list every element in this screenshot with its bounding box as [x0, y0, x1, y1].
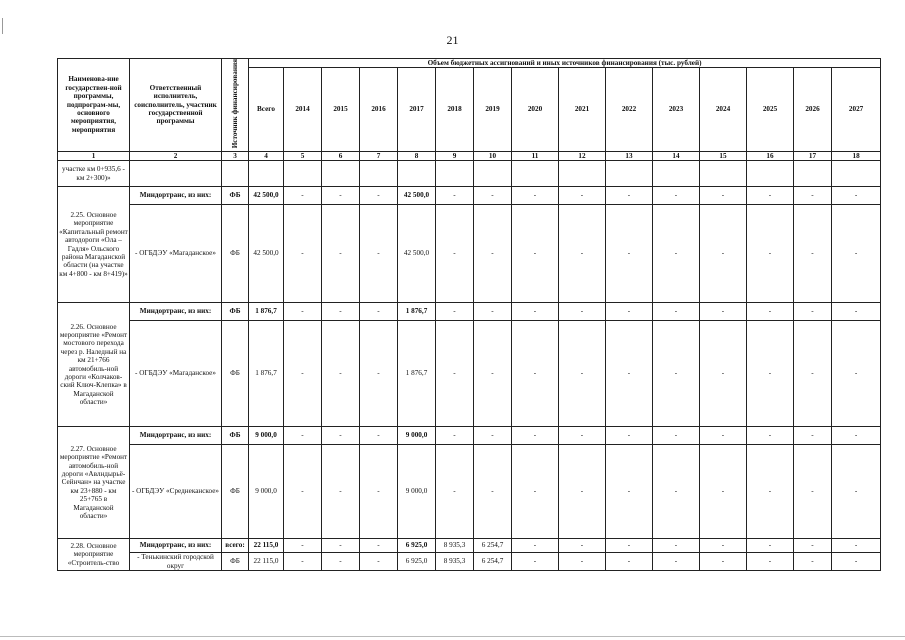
measure-row	[58, 427, 881, 445]
year-value-cell: 1 876,7	[398, 303, 436, 321]
year-value-cell: -	[747, 187, 794, 205]
header-source	[222, 59, 249, 152]
year-value-cell: -	[832, 427, 881, 445]
year-value-cell: -	[436, 321, 474, 427]
scan-artifact	[2, 18, 3, 34]
year-value-cell: -	[606, 187, 653, 205]
year-value-cell: -	[559, 205, 606, 303]
responsible-cell: - ОГБДЭУ «Магаданское»	[130, 321, 222, 427]
measure-name: 2.26. Основное мероприятие «Ремонт мостового перехода через р. Наледный на км 21+766 автомобиль-ной дороги «Колчаков-ский Ключ-Клепка» в Магаданской области»	[58, 303, 130, 427]
year-value-cell: -	[794, 445, 832, 539]
responsible-cell: - ОГБДЭУ «Магаданское»	[130, 205, 222, 303]
source-cell: ФБ	[222, 321, 249, 427]
column-index: 17	[794, 151, 832, 160]
year-value-cell: -	[700, 539, 747, 553]
year-value-cell: -	[322, 187, 360, 205]
column-index: 15	[700, 151, 747, 160]
year-value-cell: -	[559, 553, 606, 571]
year-value-cell: -	[700, 445, 747, 539]
measure-row	[58, 539, 881, 553]
year-value-cell: -	[794, 303, 832, 321]
year-value-cell: -	[606, 303, 653, 321]
measure-subrow	[58, 445, 881, 539]
header-year: 2018	[436, 68, 474, 151]
year-value-cell: -	[436, 205, 474, 303]
responsible-cell: - ОГБДЭУ «Среднеканское»	[130, 445, 222, 539]
year-value-cell: -	[832, 539, 881, 553]
column-index: 8	[398, 151, 436, 160]
header-year: 2020	[512, 68, 559, 151]
year-value-cell: 6 925,0	[398, 539, 436, 553]
year-value-cell: -	[832, 553, 881, 571]
year-value-cell: -	[794, 187, 832, 205]
responsible-cell: Миндортранс, из них:	[130, 187, 222, 205]
year-value-cell: -	[747, 445, 794, 539]
header-responsible: Ответственный исполнитель, соисполнитель, участник государственной программы	[130, 59, 222, 152]
column-index-row	[58, 151, 881, 160]
year-value-cell: -	[653, 321, 700, 427]
year-value-cell: -	[559, 427, 606, 445]
year-value-cell: -	[653, 427, 700, 445]
column-index: 4	[249, 151, 284, 160]
column-index: 16	[747, 151, 794, 160]
continuation-name: участке км 0+935,6 - км 2+300)»	[58, 161, 130, 187]
total-cell: 42 500,0	[249, 187, 284, 205]
year-value-cell: -	[322, 321, 360, 427]
measure-name: 2.25. Основное мероприятие «Капитальный ремонт автодороги «Ола – Гадля» Ольского района Магаданской области (на участке км 4+800 - км 8+419)»	[58, 187, 130, 303]
source-cell: ФБ	[222, 427, 249, 445]
year-value-cell: -	[832, 321, 881, 427]
total-cell: 22 115,0	[249, 539, 284, 553]
column-index: 10	[474, 151, 512, 160]
year-value-cell: 42 500,0	[398, 187, 436, 205]
header-year: 2022	[606, 68, 653, 151]
year-value-cell: -	[700, 205, 747, 303]
header-source-label: Источник финансирования	[230, 59, 239, 149]
total-cell: 1 876,7	[249, 303, 284, 321]
source-cell: ФБ	[222, 445, 249, 539]
header-year: 2027	[832, 68, 881, 151]
year-value-cell: -	[322, 445, 360, 539]
year-value-cell: -	[360, 205, 398, 303]
source-cell: всего:	[222, 539, 249, 553]
year-value-cell: -	[559, 445, 606, 539]
measure-name: 2.27. Основное мероприятие «Ремонт автомобиль-ной дороги «Авлндырьё-Сейнчан» на участке км 23+880 - км 25+765 в Магаданской области»	[58, 427, 130, 539]
year-value-cell: -	[747, 427, 794, 445]
year-value-cell: -	[606, 445, 653, 539]
header-year: 2023	[653, 68, 700, 151]
column-index: 9	[436, 151, 474, 160]
year-value-cell: -	[700, 321, 747, 427]
year-value-cell: -	[474, 321, 512, 427]
year-value-cell: -	[559, 187, 606, 205]
year-value-cell: -	[512, 427, 559, 445]
total-cell: 9 000,0	[249, 427, 284, 445]
column-index: 3	[222, 151, 249, 160]
header-name: Наименова-ние государствен-ной программы, подпрограм-мы, основного мероприятия, мероприятия	[58, 59, 130, 152]
year-value-cell: 8 935,3	[436, 539, 474, 553]
year-value-cell: -	[559, 321, 606, 427]
continuation-row	[58, 161, 881, 187]
year-value-cell: -	[322, 205, 360, 303]
year-value-cell: 42 500,0	[398, 205, 436, 303]
responsible-cell: Миндортранс, из них:	[130, 427, 222, 445]
year-value-cell: -	[284, 303, 322, 321]
column-index: 7	[360, 151, 398, 160]
year-value-cell: -	[360, 553, 398, 571]
year-value-cell: -	[436, 187, 474, 205]
year-value-cell: -	[606, 427, 653, 445]
year-value-cell: -	[747, 539, 794, 553]
source-cell: ФБ	[222, 205, 249, 303]
year-value-cell: -	[700, 427, 747, 445]
year-value-cell: -	[747, 321, 794, 427]
year-value-cell: -	[606, 553, 653, 571]
year-value-cell: -	[284, 187, 322, 205]
year-value-cell: -	[794, 427, 832, 445]
year-value-cell: -	[794, 539, 832, 553]
year-value-cell: 6 254,7	[474, 539, 512, 553]
year-value-cell: -	[512, 553, 559, 571]
column-index: 12	[559, 151, 606, 160]
year-value-cell: 9 000,0	[398, 445, 436, 539]
year-value-cell: 1 876,7	[398, 321, 436, 427]
year-value-cell: -	[512, 187, 559, 205]
header-year: 2025	[747, 68, 794, 151]
year-value-cell: -	[653, 445, 700, 539]
year-value-cell: -	[794, 553, 832, 571]
year-value-cell: -	[474, 303, 512, 321]
header-year: 2015	[322, 68, 360, 151]
year-value-cell: -	[653, 539, 700, 553]
page-number: 21	[446, 33, 459, 47]
year-value-cell: 6 925,0	[398, 553, 436, 571]
column-index: 11	[512, 151, 559, 160]
year-value-cell: -	[747, 205, 794, 303]
column-index: 5	[284, 151, 322, 160]
responsible-cell: Миндортранс, из них:	[130, 303, 222, 321]
year-value-cell: -	[700, 187, 747, 205]
year-value-cell: -	[436, 303, 474, 321]
measure-row	[58, 303, 881, 321]
year-value-cell: -	[284, 205, 322, 303]
year-value-cell: -	[284, 553, 322, 571]
year-value-cell: -	[606, 321, 653, 427]
measure-subrow	[58, 553, 881, 571]
year-value-cell: -	[360, 427, 398, 445]
column-index: 1	[58, 151, 130, 160]
year-value-cell: -	[512, 445, 559, 539]
year-value-cell: -	[436, 445, 474, 539]
source-cell: ФБ	[222, 553, 249, 571]
year-value-cell: -	[794, 205, 832, 303]
column-index: 14	[653, 151, 700, 160]
year-value-cell: -	[474, 427, 512, 445]
year-value-cell: -	[512, 539, 559, 553]
year-value-cell: -	[436, 427, 474, 445]
total-cell: 1 876,7	[249, 321, 284, 427]
year-value-cell: -	[322, 427, 360, 445]
year-value-cell: -	[360, 321, 398, 427]
year-value-cell: -	[794, 321, 832, 427]
year-value-cell: -	[832, 187, 881, 205]
year-value-cell: -	[512, 303, 559, 321]
measure-subrow	[58, 205, 881, 303]
column-index: 13	[606, 151, 653, 160]
year-value-cell: -	[832, 205, 881, 303]
year-value-cell: -	[700, 303, 747, 321]
total-cell: 22 115,0	[249, 553, 284, 571]
column-index: 18	[832, 151, 881, 160]
year-value-cell: -	[284, 445, 322, 539]
source-cell: ФБ	[222, 187, 249, 205]
measure-row	[58, 187, 881, 205]
year-value-cell: -	[747, 303, 794, 321]
year-value-cell: -	[832, 445, 881, 539]
year-value-cell: -	[653, 205, 700, 303]
responsible-cell: - Тенькинский городской округ	[130, 553, 222, 571]
year-value-cell: -	[474, 205, 512, 303]
responsible-cell: Миндортранс, из них:	[130, 539, 222, 553]
year-value-cell: -	[700, 553, 747, 571]
measure-subrow	[58, 321, 881, 427]
year-value-cell: -	[832, 303, 881, 321]
year-value-cell: -	[360, 187, 398, 205]
year-value-cell: 8 935,3	[436, 553, 474, 571]
header-year: 2019	[474, 68, 512, 151]
year-value-cell: 9 000,0	[398, 427, 436, 445]
page-bottom-edge	[0, 636, 905, 637]
year-value-cell: 6 254,7	[474, 553, 512, 571]
year-value-cell: -	[512, 321, 559, 427]
year-value-cell: -	[653, 303, 700, 321]
header-year: 2024	[700, 68, 747, 151]
total-cell: 9 000,0	[249, 445, 284, 539]
total-cell: 42 500,0	[249, 205, 284, 303]
year-value-cell: -	[606, 205, 653, 303]
header-year: 2016	[360, 68, 398, 151]
header-total: Всего	[249, 68, 284, 151]
measure-name: 2.28. Основное мероприятие «Строитель-ство	[58, 539, 130, 571]
year-value-cell: -	[474, 445, 512, 539]
year-value-cell: -	[322, 539, 360, 553]
year-value-cell: -	[653, 553, 700, 571]
year-value-cell: -	[322, 303, 360, 321]
header-year: 2026	[794, 68, 832, 151]
header-funding-group: Объем бюджетных ассигнований и иных источников финансирования (тыс. рублей)	[249, 59, 881, 68]
year-value-cell: -	[474, 187, 512, 205]
year-value-cell: -	[559, 539, 606, 553]
year-value-cell: -	[322, 553, 360, 571]
year-value-cell: -	[747, 553, 794, 571]
year-value-cell: -	[653, 187, 700, 205]
header-year: 2014	[284, 68, 322, 151]
year-value-cell: -	[512, 205, 559, 303]
column-index: 2	[130, 151, 222, 160]
year-value-cell: -	[284, 321, 322, 427]
year-value-cell: -	[284, 539, 322, 553]
year-value-cell: -	[360, 445, 398, 539]
year-value-cell: -	[559, 303, 606, 321]
header-year: 2017	[398, 68, 436, 151]
source-cell: ФБ	[222, 303, 249, 321]
header-year: 2021	[559, 68, 606, 151]
column-index: 6	[322, 151, 360, 160]
budget-table	[57, 58, 881, 571]
year-value-cell: -	[360, 539, 398, 553]
year-value-cell: -	[360, 303, 398, 321]
year-value-cell: -	[606, 539, 653, 553]
year-value-cell: -	[284, 427, 322, 445]
